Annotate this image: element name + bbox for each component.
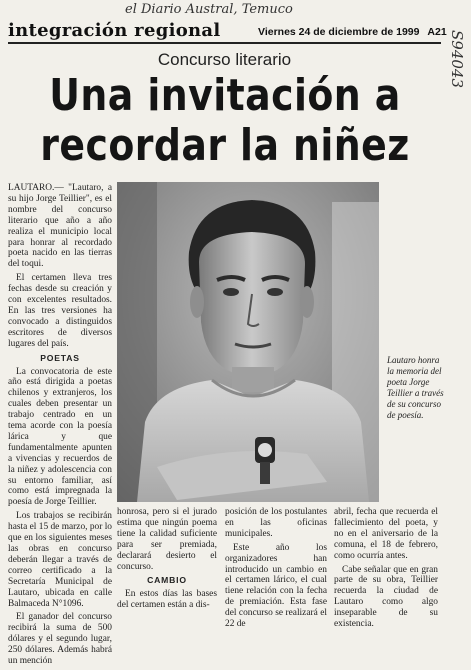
- paragraph-lead: LAUTARO.— "Lautaro, a su hijo Jorge Teillier", es el nombre del concurso literario que año a año realiza el municipio local para honrar al recordado poeta nacido en las tierras del toqui.: [8, 183, 112, 270]
- photo-caption: Lautaro honra la memoria del poeta Jorge Teillier a través de su concurso de poesía.: [387, 355, 444, 420]
- handwritten-archive-number: S94043: [448, 30, 466, 88]
- subheading-cambio: CAMBIO: [147, 575, 187, 586]
- dateline: [258, 26, 447, 38]
- paragraph: honrosa, pero si el jurado estima que ningún poema tiene la calidad suficiente para ser premiada, declarará desierto el concurso.: [117, 507, 217, 572]
- page-number: A21: [427, 26, 447, 38]
- paragraph: El certamen lleva tres fechas desde su creación y con excelentes resultados. En las tres versiones ha convocado a distinguidos escritores de diversos lugares del país.: [8, 273, 112, 349]
- section-title: integración regional: [8, 20, 221, 41]
- article-column-3: [225, 507, 327, 633]
- paragraph: Este año los organizadores han introducido un cambio en el certamen lárico, el cual tiene relación con la fecha de premiación. Esta fase del concurso se realizará el 22 de: [225, 542, 327, 630]
- subheading-poetas: POETAS: [40, 352, 80, 363]
- paragraph: En estos días las bases del certamen están a dis-: [117, 589, 217, 611]
- portrait-photo: [117, 182, 379, 502]
- portrait-illustration: [117, 182, 379, 502]
- headline-line-2: recordar la niñez: [40, 120, 410, 171]
- paragraph: Cabe señalar que en gran parte de su obra, Teillier recuerda la ciudad de Lautaro como algo inseparable de su existencia.: [334, 564, 438, 630]
- paragraph: posición de los postulantes en las oficinas municipales.: [225, 507, 327, 539]
- kicker: Concurso literario: [157, 50, 292, 69]
- paragraph: La convocatoria de este año está dirigida a poetas chilenos y extranjeros, los cuales deben presentar un trabajo centrado en un tema acorde con la poesía lárica y que fundamentalmente apunten a vivencias y recuerdos de la niñez y adolescencia con su entorno familiar, así como está impregnada la poesía de Jorge Teillier.: [8, 366, 112, 508]
- article-column-2: [117, 507, 217, 614]
- paragraph: El ganador del concurso recibirá la suma de 500 dólares y el segundo lugar, 250 dólares. Además habrá un mención: [8, 612, 112, 667]
- issue-date: Viernes 24 de diciembre de 1999: [258, 26, 420, 38]
- paragraph: Los trabajos se recibirán hasta el 15 de marzo, por lo que en los siguientes meses las obras en concurso deberán llegar a través de correo certificado a la Secretaría Municipal de Lautaro, ubicada en calle Balmaceda N°1096.: [8, 511, 112, 609]
- masthead-rule: [8, 42, 441, 44]
- article-column-4: [334, 507, 438, 633]
- article-column-1: [8, 183, 112, 670]
- paragraph: abril, fecha que recuerda el fallecimiento del poeta, y no en el aniversario de la comuna, el 18 de febrero, como ocurría antes.: [334, 507, 438, 561]
- handwritten-source-note: el Diario Austral, Temuco: [125, 2, 293, 17]
- headline-line-1: Una invitación a: [49, 70, 401, 121]
